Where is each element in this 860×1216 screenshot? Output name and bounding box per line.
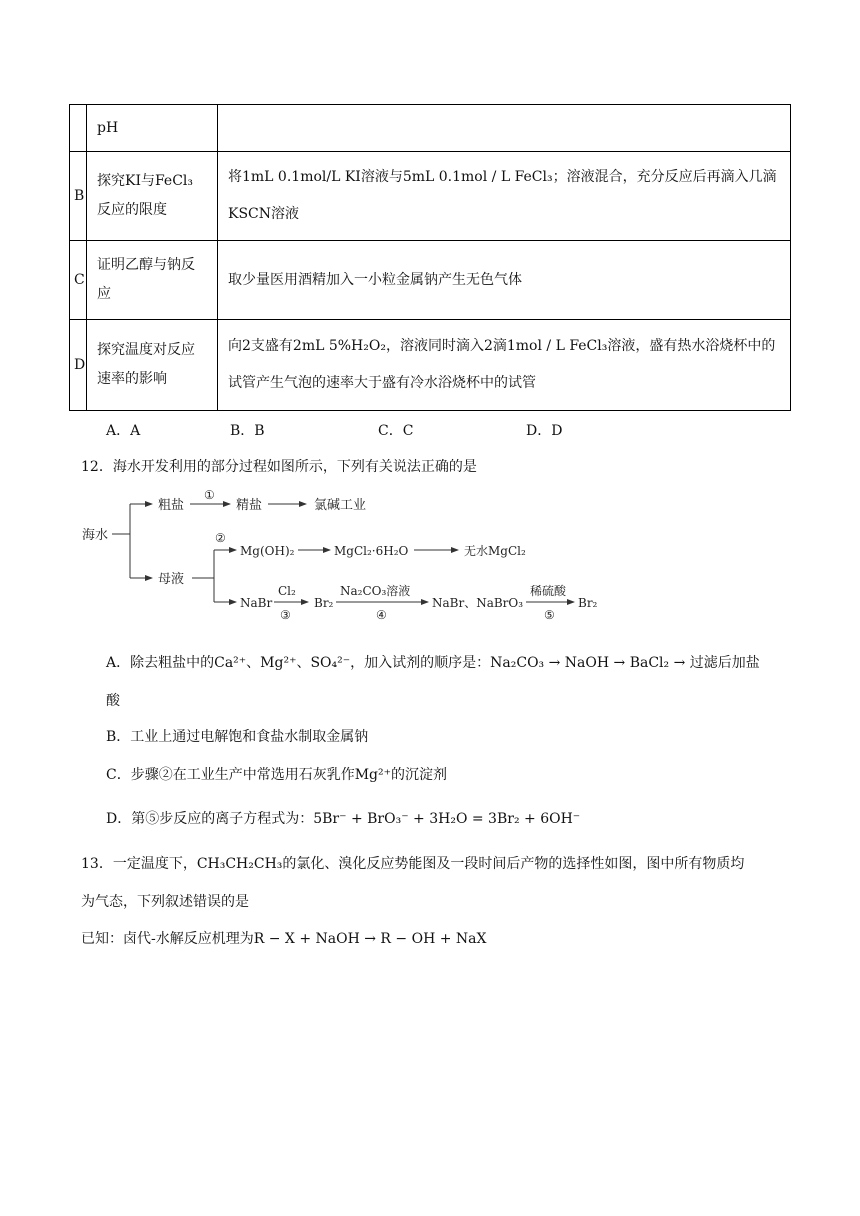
row-label: B: [70, 152, 87, 241]
q12-option-a-continued: 酸: [106, 693, 120, 709]
row-purpose: 证明乙醇与钠反应: [87, 241, 218, 320]
row-label: D: [70, 320, 87, 411]
br2-final-label: Br₂: [578, 596, 598, 610]
anhydrous-mgcl2-label: 无水MgCl₂: [464, 544, 526, 558]
option-d[interactable]: D．D: [526, 423, 563, 439]
na2co3-solution-label: Na₂CO₃溶液: [340, 584, 411, 598]
table-row: [70, 320, 791, 411]
dilute-h2so4-label: 稀硫酸: [530, 584, 567, 598]
q13-stem-line2: 为气态，下列叙述错误的是: [81, 894, 249, 910]
row-purpose: 探究温度对反应速率的影响: [87, 320, 218, 411]
step-3-marker: ③: [280, 608, 291, 622]
row-operation: 将1mL 0.1mol/L KI溶液与5mL 0.1mol / L FeCl₃；溶液混合，充分反应后再滴入几滴KSCN溶液: [218, 152, 791, 241]
row-operation: [218, 105, 791, 152]
row-label: C: [70, 241, 87, 320]
mother-liquor-label: 母液: [158, 572, 185, 587]
option-a[interactable]: A．A: [106, 423, 141, 439]
row-label: [70, 105, 87, 152]
q12-option-c[interactable]: C．步骤②在工业生产中常选用石灰乳作Mg²⁺的沉淀剂: [106, 767, 448, 783]
cl2-label: Cl₂: [278, 584, 296, 598]
q12-stem: 12．海水开发利用的部分过程如图所示，下列有关说法正确的是: [81, 459, 477, 475]
mgcl2-hydrate-label: MgCl₂·6H₂O: [334, 544, 409, 558]
q13-stem-line1: 13．一定温度下，CH₃CH₂CH₃的氯化、溴化反应势能图及一段时间后产物的选择性如图，图中所有物质均: [81, 856, 745, 872]
row-operation: 向2支盛有2mL 5%H₂O₂，溶液同时滴入2滴1mol / L FeCl₃溶液，盛有热水浴烧杯中的试管产生气泡的速率大于盛有冷水浴烧杯中的试管: [218, 320, 791, 411]
row-purpose: pH: [87, 105, 218, 152]
row-operation: 取少量医用酒精加入一小粒金属钠产生无色气体: [218, 241, 791, 320]
mgoh2-label: Mg(OH)₂: [240, 544, 295, 558]
refined-salt-label: 精盐: [236, 498, 263, 513]
seawater-process-diagram: [78, 482, 618, 622]
crude-salt-label: 粗盐: [158, 498, 185, 513]
q12-option-a[interactable]: A．除去粗盐中的Ca²⁺、Mg²⁺、SO₄²⁻，加入试剂的顺序是：Na₂CO₃ → NaOH → BaCl₂ → 过滤后加盐: [106, 655, 760, 671]
q12-option-d[interactable]: D．第⑤步反应的离子方程式为：5Br⁻ + BrO₃⁻ + 3H₂O = 3Br₂ + 6OH⁻: [106, 811, 581, 827]
nabr-label: NaBr: [240, 596, 273, 610]
q12-option-b[interactable]: B．工业上通过电解饱和食盐水制取金属钠: [106, 729, 369, 745]
step-5-marker: ⑤: [544, 608, 555, 622]
q11-options: [106, 420, 806, 440]
row-purpose: 探究KI与FeCl₃反应的限度: [87, 152, 218, 241]
step-1-marker: ①: [204, 488, 215, 502]
step-2-marker: ②: [215, 531, 226, 545]
option-c[interactable]: C．C: [378, 423, 414, 439]
br2-label: Br₂: [314, 596, 334, 610]
seawater-label: 海水: [82, 528, 109, 543]
q13-known-condition: 已知：卤代-水解反应机理为R − X + NaOH → R − OH + NaX: [81, 931, 487, 947]
table-row: [70, 241, 791, 320]
nabr-nabro3-label: NaBr、NaBrO₃: [432, 596, 524, 610]
option-b[interactable]: B．B: [230, 423, 265, 439]
step-4-marker: ④: [376, 608, 387, 622]
table-row: [70, 152, 791, 241]
table-row: [70, 105, 791, 152]
chlor-alkali-label: 氯碱工业: [314, 498, 367, 513]
experiment-table: [69, 104, 791, 411]
